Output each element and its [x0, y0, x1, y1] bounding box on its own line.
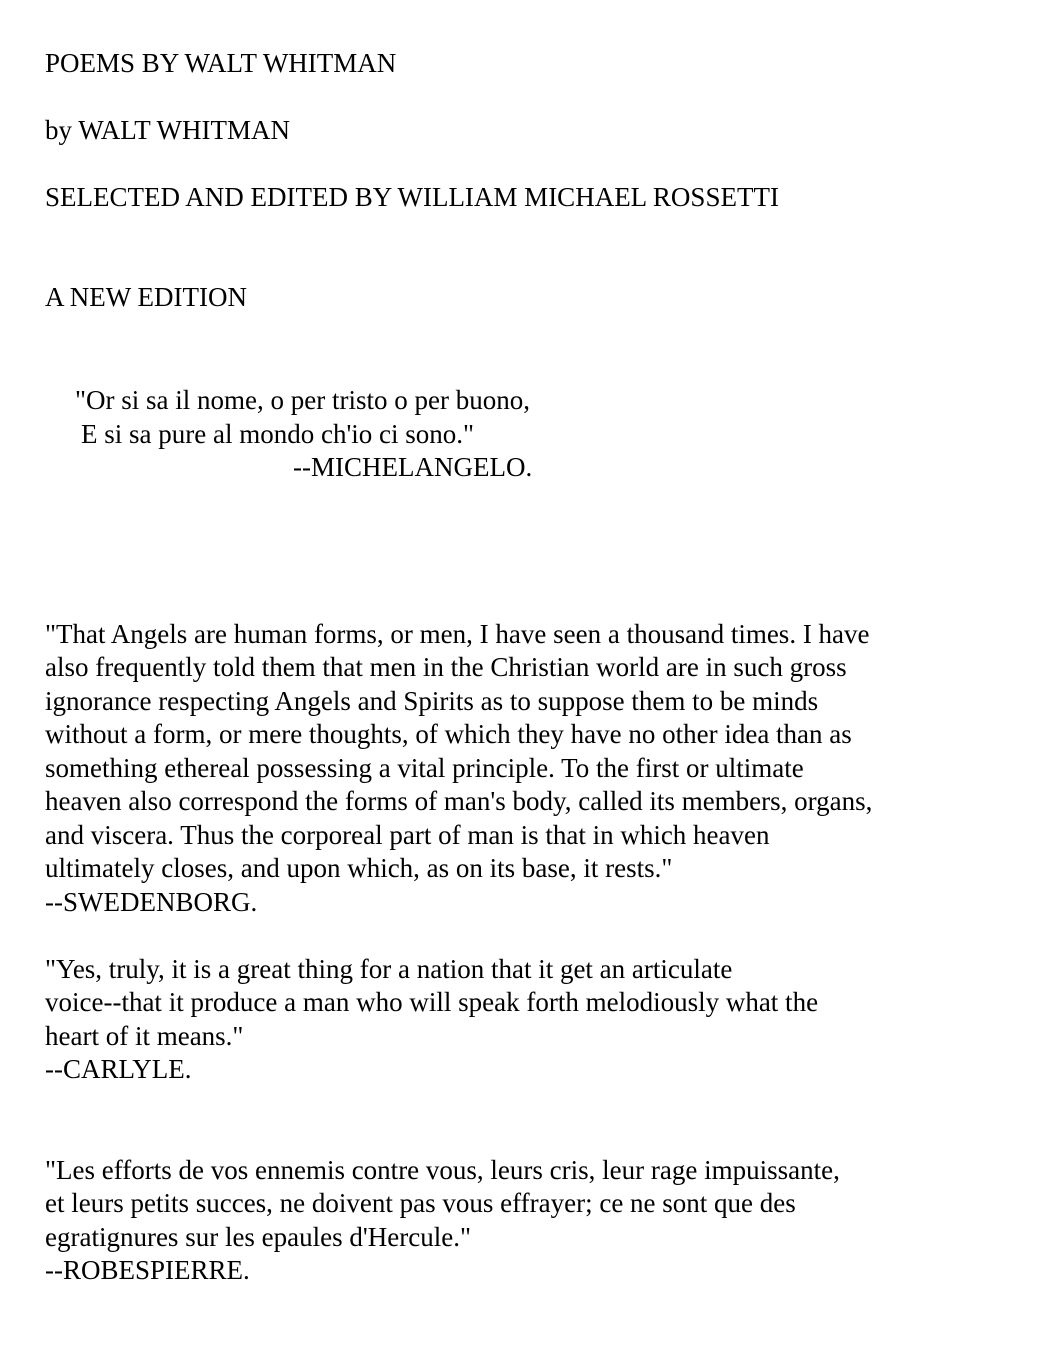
quote-line: and viscera. Thus the corporeal part of man is that in which heaven	[45, 820, 770, 850]
quote-attribution: --ROBESPIERRE.	[45, 1255, 250, 1285]
quote-attribution: --SWEDENBORG.	[45, 887, 258, 917]
quote-line: ultimately closes, and upon which, as on its base, it rests."	[45, 853, 673, 883]
quote-line: "That Angels are human forms, or men, I have seen a thousand times. I have	[45, 619, 870, 649]
book-title: POEMS BY WALT WHITMAN	[45, 48, 397, 78]
quote-line: egratignures sur les epaules d'Hercule."	[45, 1222, 471, 1252]
quote-line: voice--that it produce a man who will speak forth melodiously what the	[45, 987, 819, 1017]
byline: by WALT WHITMAN	[45, 115, 291, 145]
quote-line: et leurs petits succes, ne doivent pas vous effrayer; ce ne sont que des	[45, 1188, 796, 1218]
epigraph-attribution: --MICHELANGELO.	[293, 452, 533, 482]
quote-line: without a form, or mere thoughts, of which they have no other idea than as	[45, 719, 852, 749]
editor-credit: SELECTED AND EDITED BY WILLIAM MICHAEL ROSSETTI	[45, 182, 779, 212]
quote-line: ignorance respecting Angels and Spirits as to suppose them to be minds	[45, 686, 819, 716]
quote-line: "Yes, truly, it is a great thing for a nation that it get an articulate	[45, 954, 733, 984]
epigraph-line: E si sa pure al mondo ch'io ci sono."	[81, 419, 475, 449]
epigraph-line: "Or si sa il nome, o per tristo o per buono,	[75, 385, 530, 415]
quote-line: something ethereal possessing a vital principle. To the first or ultimate	[45, 753, 804, 783]
edition-note: A NEW EDITION	[45, 282, 247, 312]
quote-attribution: --CARLYLE.	[45, 1054, 192, 1084]
quote-line: heart of it means."	[45, 1021, 244, 1051]
quote-line: "Les efforts de vos ennemis contre vous, leurs cris, leur rage impuissante,	[45, 1155, 840, 1185]
quote-line: heaven also correspond the forms of man's body, called its members, organs,	[45, 786, 873, 816]
quote-line: also frequently told them that men in the Christian world are in such gross	[45, 652, 847, 682]
